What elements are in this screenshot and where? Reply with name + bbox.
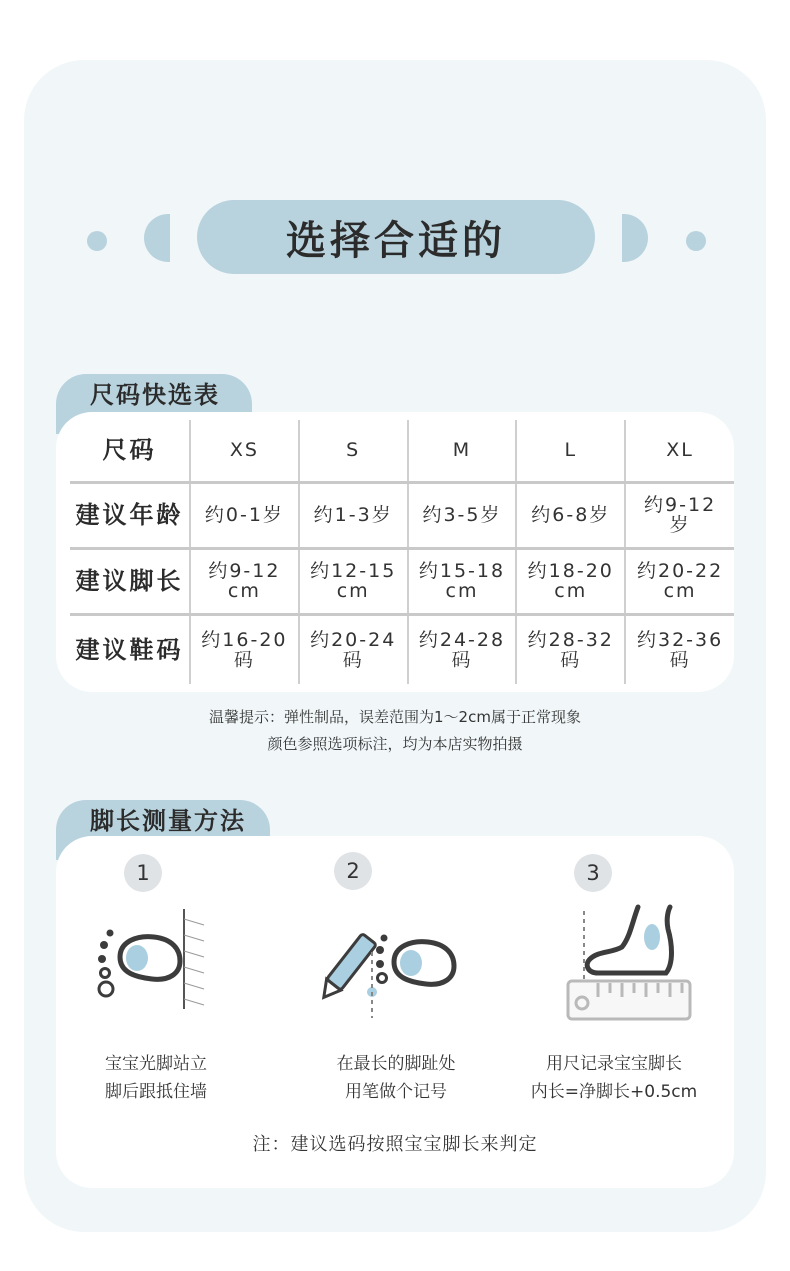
table-cell: 约12-15 cm [299,548,408,614]
row-label: 建议年龄 [70,482,190,548]
step-number-2: 2 [334,852,372,890]
column-header: M [408,420,517,482]
table-cell: 约1-3岁 [299,482,408,548]
step-2-text: 在最长的脚趾处 用笔做个记号 [336,1054,456,1102]
table-cell: 约9-12 cm [190,548,299,614]
step-number-3: 3 [574,854,612,892]
column-header: XS [190,420,299,482]
column-header: S [299,420,408,482]
table-cell: 约3-5岁 [408,482,517,548]
size-chart-tab: 尺码快选表 [56,374,252,434]
table-header-row [70,420,734,482]
step-3-text: 用尺记录宝宝脚长 内长=净脚长+0.5cm [530,1054,698,1102]
decor-dot-right [686,231,706,251]
table-cell: 约20-22 cm [625,548,734,614]
column-header: XL [625,420,734,482]
tip-note-line1: 温馨提示：弹性制品，误差范围为1～2cm属于正常现象 [209,708,581,726]
step-number-1: 1 [124,854,162,892]
table-cell: 约15-18 cm [408,548,517,614]
size-table [70,420,734,684]
table-cell: 约18-20 cm [516,548,625,614]
table-cell: 约24-28 码 [408,614,517,684]
tip-note-line2: 颜色参照选项标注，均为本店实物拍摄 [267,735,523,753]
table-row [70,614,734,684]
bottom-note: 注：建议选码按照宝宝脚长来判定 [252,1134,538,1155]
measure-method-tab: 脚长测量方法 [56,800,270,860]
column-header: 尺码 [102,436,157,465]
row-label: 建议鞋码 [70,614,190,684]
table-row [70,482,734,548]
table-cell: 约20-24 码 [299,614,408,684]
foot-on-ruler-icon [562,903,697,1027]
table-cell: 约16-20 码 [190,614,299,684]
table-cell: 约28-32 码 [516,614,625,684]
table-cell: 约32-36 码 [625,614,734,684]
page-title: 选择合适的 [197,200,595,274]
pen-marking-icon [318,918,468,1027]
table-row [70,548,734,614]
decor-dot-left [87,231,107,251]
column-header: L [516,420,625,482]
foot-against-wall-icon [92,905,212,1014]
table-cell: 约6-8岁 [516,482,625,548]
row-label: 建议脚长 [70,548,190,614]
step-1-text: 宝宝光脚站立 脚后跟抵住墙 [105,1054,207,1102]
table-cell: 约9-12 岁 [625,482,734,548]
table-cell: 约0-1岁 [190,482,299,548]
